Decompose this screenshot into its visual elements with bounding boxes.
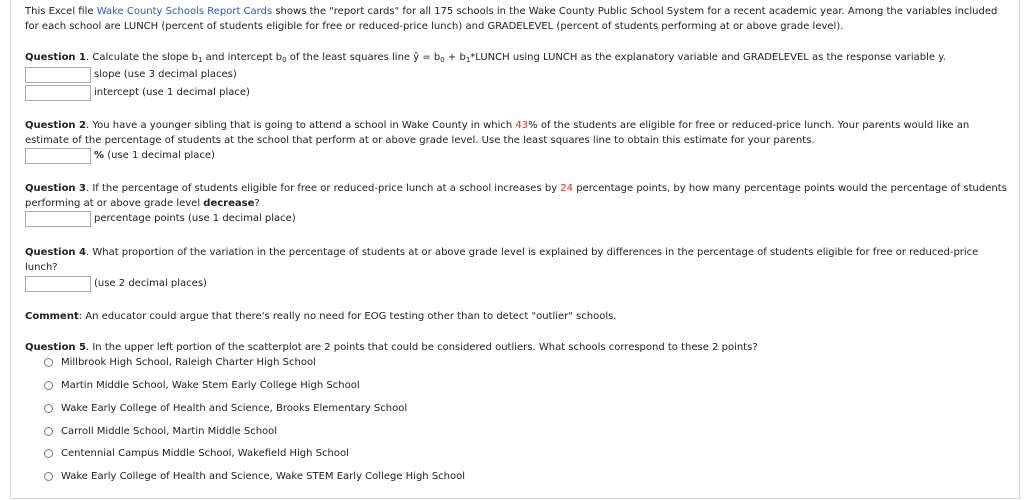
slope-answer-row [25, 67, 237, 85]
option-4[interactable] [44, 425, 277, 441]
slope-label: slope (use 3 decimal places) [94, 69, 237, 80]
q2-text-a: . You have a younger sibling that is going to attend a school in Wake County in which [86, 120, 516, 131]
radio-button[interactable] [44, 427, 53, 436]
question-4-label: Question 4 [25, 247, 86, 258]
q1-sub-1b: 1 [465, 56, 471, 64]
question-4 [25, 245, 1010, 275]
option-2[interactable] [44, 379, 360, 395]
option-label: Carroll Middle School, Martin Middle School [61, 426, 278, 437]
comment-label: Comment [25, 311, 79, 322]
radio-button[interactable] [44, 449, 53, 458]
option-label: Martin Middle School, Wake Stem Early College High School [61, 380, 360, 391]
q1-sub-1a: 1 [197, 56, 203, 64]
q2-input[interactable] [25, 148, 91, 164]
q1-text-d: + b [444, 52, 466, 63]
q1-sub-0a: 0 [282, 56, 287, 64]
comment-text: : An educator could argue that there's really no need for EOG testing other than to detect "outlier" schools. [78, 311, 617, 322]
option-label: Wake Early College of Health and Science, Brooks Elementary School [61, 403, 408, 414]
q3-input[interactable] [25, 211, 91, 227]
option-label: Centennial Campus Middle School, Wakefield High School [61, 448, 349, 459]
report-cards-link[interactable]: Wake County Schools Report Cards [96, 6, 273, 17]
q3-text-c: ? [254, 198, 260, 209]
question-5 [25, 340, 1010, 355]
q3-text-b: percentage points, by how many percentage points would the percentage of students performing at or above grade level [25, 183, 1007, 209]
radio-button[interactable] [44, 472, 53, 481]
comment [25, 309, 1010, 324]
q4-answer-label: (use 2 decimal places) [94, 278, 207, 289]
q3-answer-label: percentage points (use 1 decimal place) [94, 213, 296, 224]
question-1-label: Question 1 [25, 52, 86, 63]
q2-answer-row [25, 148, 215, 166]
q3-highlight-value: 24 [560, 183, 574, 194]
option-1[interactable] [44, 356, 316, 372]
radio-button[interactable] [44, 404, 53, 413]
option-3[interactable] [44, 402, 407, 418]
option-label: Millbrook High School, Raleigh Charter High School [61, 357, 316, 368]
q3-bold-decrease: decrease [203, 198, 255, 209]
q4-answer-row [25, 276, 207, 294]
question-3 [25, 181, 1010, 211]
q2-highlight-value: 43 [515, 120, 529, 131]
q1-sub-0b: 0 [440, 56, 445, 64]
intercept-input[interactable] [25, 85, 91, 101]
q4-input[interactable] [25, 276, 91, 292]
question-2 [25, 118, 1010, 148]
option-label: Wake Early College of Health and Science, Wake STEM Early College High School [61, 471, 466, 482]
q5-text: . In the upper left portion of the scatterplot are 2 points that could be considered outliers. What schools correspond to these 2 points? [86, 342, 758, 353]
slope-input[interactable] [25, 67, 91, 83]
q2-answer-label [94, 148, 215, 164]
option-5[interactable] [44, 447, 349, 463]
intro-text-1: This Excel file [25, 6, 97, 17]
q1-text-c: of the least squares line ŷ = b [286, 52, 441, 63]
option-6[interactable] [44, 470, 465, 486]
q1-text-b: and intercept b [202, 52, 283, 63]
intro-paragraph [25, 4, 1005, 34]
q1-text-e: *LUNCH using LUNCH as the explanatory variable and GRADELEVEL as the response variable y. [470, 52, 946, 63]
radio-button[interactable] [44, 381, 53, 390]
intercept-answer-row [25, 85, 250, 103]
q1-text-a: . Calculate the slope b [86, 52, 198, 63]
q3-text-a: . If the percentage of students eligible for free or reduced-price lunch at a school increases by [86, 183, 561, 194]
intro-text-2: shows the "report cards" for all 175 schools in the Wake County Public School System for a recent academic year. Among the variables included for each school are LUNCH (percent of students eligible for free or reduced-price lunch) and GRADELEVEL (percent of students performing at or above grade level). [25, 6, 998, 32]
question-3-label: Question 3 [25, 183, 86, 194]
q4-text: . What proportion of the variation in the percentage of students at or above grade level is explained by differences in the percentage of students eligible for free or reduced-price lunch? [25, 247, 979, 273]
question-2-label: Question 2 [25, 120, 86, 131]
q2-text-b: % of the students are eligible for free or reduced-price lunch. Your parents would like an estimate of the percentage of students at the school that perform at or above grade level. Use the least squares line to obtain this estimate for your parents. [25, 120, 970, 146]
question-1 [25, 50, 1010, 68]
question-5-label: Question 5 [25, 342, 86, 353]
q3-answer-row [25, 211, 296, 229]
q2-percent-sign: % [94, 150, 105, 161]
radio-button[interactable] [44, 358, 53, 367]
q2-answer-text: (use 1 decimal place) [104, 150, 215, 161]
intercept-label: intercept (use 1 decimal place) [94, 87, 250, 98]
